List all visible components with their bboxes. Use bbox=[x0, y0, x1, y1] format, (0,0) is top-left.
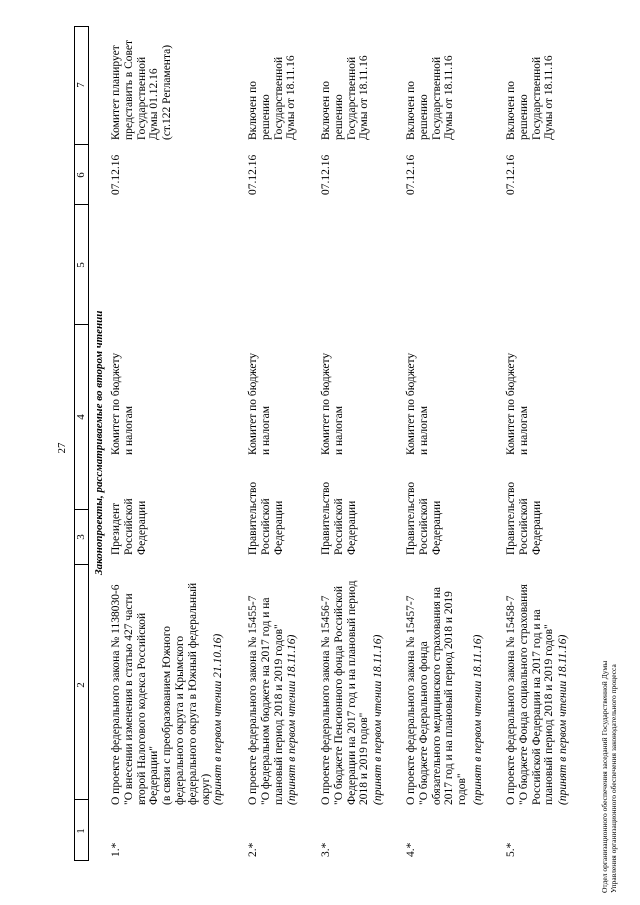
header-divider bbox=[74, 509, 89, 510]
initiator: Правительство Российской Федерации bbox=[247, 481, 285, 555]
initiator: Правительство Российской Федерации bbox=[505, 481, 543, 555]
column-number: 4 bbox=[75, 414, 87, 420]
committee: Комитет по бюджету и налогам bbox=[405, 352, 430, 455]
status-note: Включен по решению Государственной Думы от 18.11.16 bbox=[505, 55, 556, 140]
bill-title: О проекте федерального закона № 15458-7 "О бюджете Фонда социального страхования Российской Федерации на 2017 год и на плановый период 2018 и 2019 годов" bbox=[505, 584, 556, 805]
status-note: Включен по решению Государственной Думы от 18.11.16 bbox=[405, 55, 456, 140]
section-title: Законопроекты, рассматриваемые во втором чтении bbox=[93, 310, 105, 575]
column-number: 1 bbox=[75, 828, 87, 834]
bill-title: О проекте федерального закона № 15456-7 "О бюджете Пенсионного фонда Российской Федерации на 2017 год и на плановый период 2018 и 2019 годов" bbox=[320, 580, 371, 805]
first-reading-note: (принят в первом чтении 18.11.16) bbox=[472, 634, 484, 805]
consideration-date: 07.12.16 bbox=[320, 154, 332, 195]
column-number: 3 bbox=[75, 534, 87, 540]
consideration-date: 07.12.16 bbox=[405, 154, 417, 195]
initiator: Президент Российской Федерации bbox=[110, 498, 148, 555]
row-number: 1.* bbox=[110, 842, 122, 857]
footer-line: Отдел организационного обеспечения заседаний Государственной Думы bbox=[600, 660, 609, 893]
committee: Комитет по бюджету и налогам bbox=[110, 352, 135, 455]
consideration-date: 07.12.16 bbox=[247, 154, 259, 195]
status-note: Включен по решению Государственной Думы от 18.11.16 bbox=[247, 55, 298, 140]
bill-title: О проекте федерального закона № 15457-7 "О бюджете Федерального фонда обязательного медицинского страхования на 2017 год и на плановый период 2018 и 2019 годов" bbox=[405, 587, 469, 805]
first-reading-note: (принят в первом чтении 18.11.16) bbox=[557, 634, 569, 805]
header-divider bbox=[74, 564, 89, 565]
header-divider bbox=[74, 799, 89, 800]
committee: Комитет по бюджету и налогам bbox=[247, 352, 272, 455]
page-number: 27 bbox=[56, 442, 68, 454]
column-number: 5 bbox=[75, 262, 87, 268]
status-note: Комитет планирует представить в Совет Государственной Думы 01.12.16 (ст.122 Регламента) bbox=[110, 39, 174, 140]
status-note: Включен по решению Государственной Думы от 18.11.16 bbox=[320, 55, 371, 140]
header-bottom-line bbox=[88, 26, 89, 861]
first-reading-note: (принят в первом чтении 21.10.16) bbox=[212, 633, 224, 805]
committee: Комитет по бюджету и налогам bbox=[320, 352, 345, 455]
header-divider-left bbox=[74, 860, 89, 861]
header-divider bbox=[74, 144, 89, 145]
column-number: 7 bbox=[75, 82, 87, 88]
footer-line: Управления организационного обеспечения законодательного процесса bbox=[609, 664, 618, 893]
row-number: 5.* bbox=[505, 842, 517, 857]
first-reading-note: (принят в первом чтении 18.11.16) bbox=[372, 634, 384, 805]
header-divider bbox=[74, 204, 89, 205]
initiator: Правительство Российской Федерации bbox=[405, 481, 443, 555]
row-number: 2.* bbox=[247, 842, 259, 857]
first-reading-note: (принят в первом чтении 18.11.16) bbox=[286, 634, 298, 805]
initiator: Правительство Российской Федерации bbox=[320, 481, 358, 555]
column-number: 2 bbox=[75, 682, 87, 688]
header-divider-right bbox=[74, 26, 89, 27]
column-number: 6 bbox=[75, 172, 87, 178]
bill-title: О проекте федерального закона № 15455-7 "О федеральном бюджете на 2017 год и на плановый период 2018 и 2019 годов" bbox=[247, 595, 285, 805]
consideration-date: 07.12.16 bbox=[110, 154, 122, 195]
header-top-line bbox=[74, 26, 75, 861]
committee: Комитет по бюджету и налогам bbox=[505, 352, 530, 455]
row-number: 3.* bbox=[320, 842, 332, 857]
consideration-date: 07.12.16 bbox=[505, 154, 517, 195]
header-divider bbox=[74, 324, 89, 325]
bill-title: О проекте федерального закона № 1138030-6 "О внесении изменения в статью 427 части второй Налогового кодекса Российской Федерации" (в связи с преобразованием Южного федерального округа и Крымского федерального округа в Южный федеральный округ) bbox=[110, 582, 212, 805]
row-number: 4.* bbox=[405, 842, 417, 857]
